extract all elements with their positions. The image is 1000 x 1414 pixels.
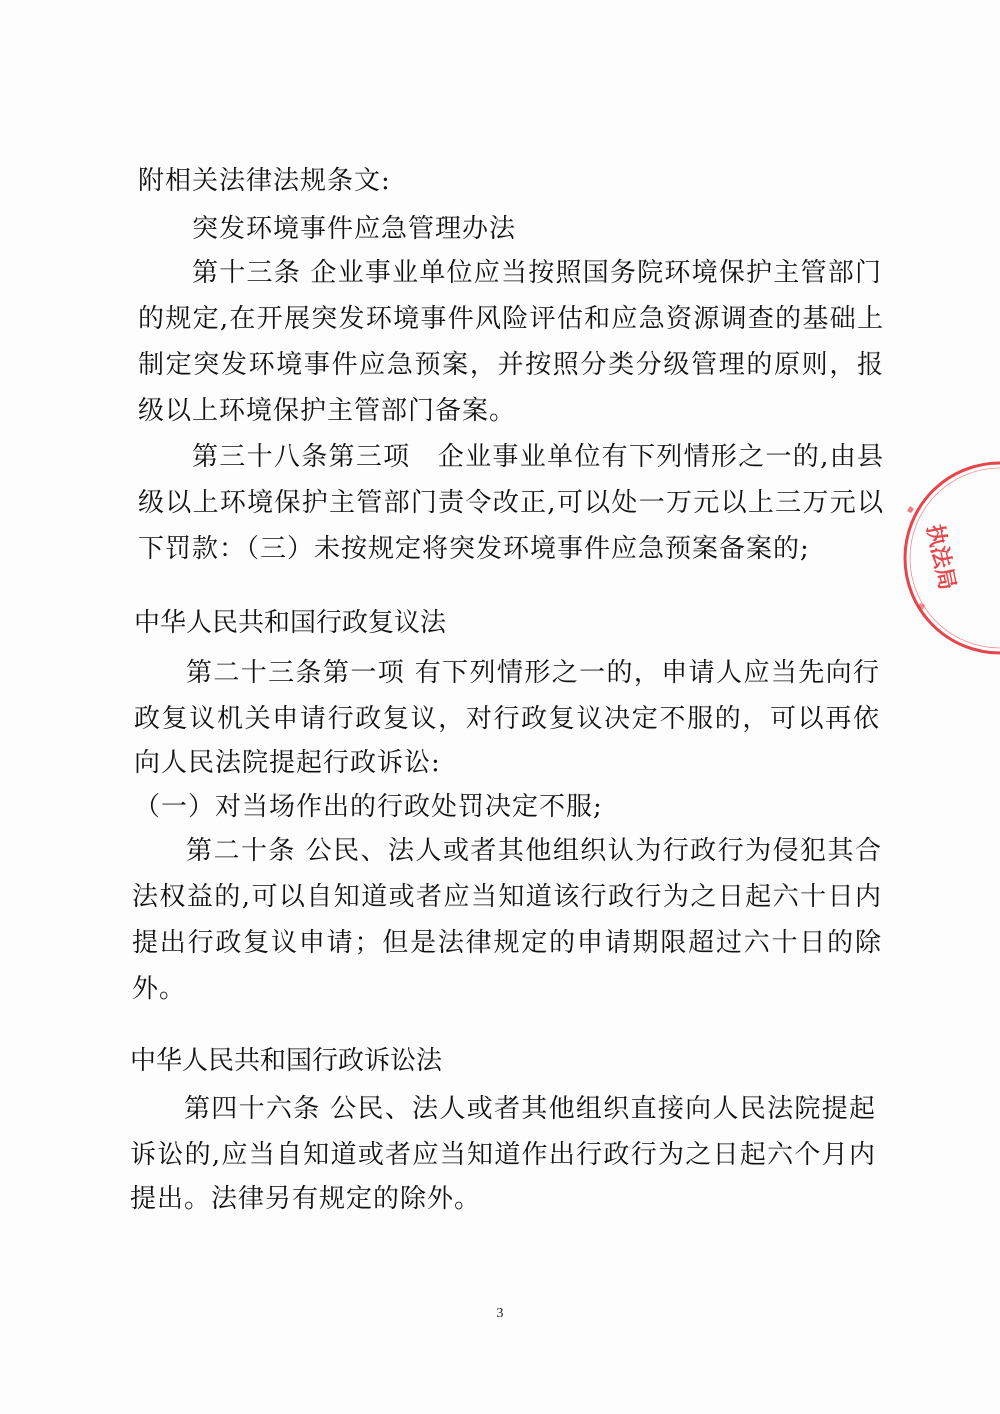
article-line: 政复议机关申请行政复议，对行政复议决定不服的，可以再依 xyxy=(134,704,880,734)
article-line: 的规定,在开展突发环境事件风险评估和应急资源调查的基础上 xyxy=(138,304,884,334)
article-line: 制定突发环境事件应急预案，并按照分类分级管理的原则，报 xyxy=(138,350,884,380)
article-line: 级以上环境保护主管部门责令改正,可以处一万元以上三万元以 xyxy=(138,488,884,518)
article-line: 第二十三条第一项 有下列情形之一的，申请人应当先向行 xyxy=(186,658,880,688)
article-line: 提出。法律另有规定的除外。 xyxy=(130,1184,482,1214)
article-line: 第二十条 公民、法人或者其他组织认为行政行为侵犯其合 xyxy=(186,836,882,866)
article-line: 第四十六条 公民、法人或者其他组织直接向人民法院提起 xyxy=(184,1094,876,1124)
article-line: 级以上环境保护主管部门备案。 xyxy=(138,396,517,426)
article-line: 提出行政复议申请；但是法律规定的申请期限超过六十日的除 xyxy=(132,928,882,958)
article-line: 法权益的,可以自知道或者应当知道该行政行为之日起六十日内 xyxy=(132,882,882,912)
section-title: 突发环境事件应急管理办法 xyxy=(192,214,517,244)
article-line: 第十三条 企业事业单位应当按照国务院环境保护主管部门 xyxy=(192,258,882,288)
svg-text:执法局: 执法局 xyxy=(921,522,960,593)
article-line: 外。 xyxy=(132,974,187,1004)
document-heading: 附相关法律法规条文: xyxy=(138,166,391,196)
section-title: 中华人民共和国行政诉讼法 xyxy=(130,1046,443,1076)
official-seal-stamp xyxy=(880,448,1000,658)
article-line: 诉讼的,应当自知道或者应当知道作出行政行为之日起六个月内 xyxy=(130,1140,876,1170)
article-line: （一）对当场作出的行政处罚决定不服; xyxy=(134,792,603,822)
article-line: 向人民法院提起行政诉讼: xyxy=(134,748,441,778)
page-number: 3 xyxy=(496,1306,504,1321)
section-title: 中华人民共和国行政复议法 xyxy=(134,608,447,638)
article-line: 下罚款：（三）未按规定将突发环境事件应急预案备案的; xyxy=(138,534,810,564)
article-line: 第三十八条第三项 企业事业单位有下列情形之一的,由县 xyxy=(192,442,884,472)
